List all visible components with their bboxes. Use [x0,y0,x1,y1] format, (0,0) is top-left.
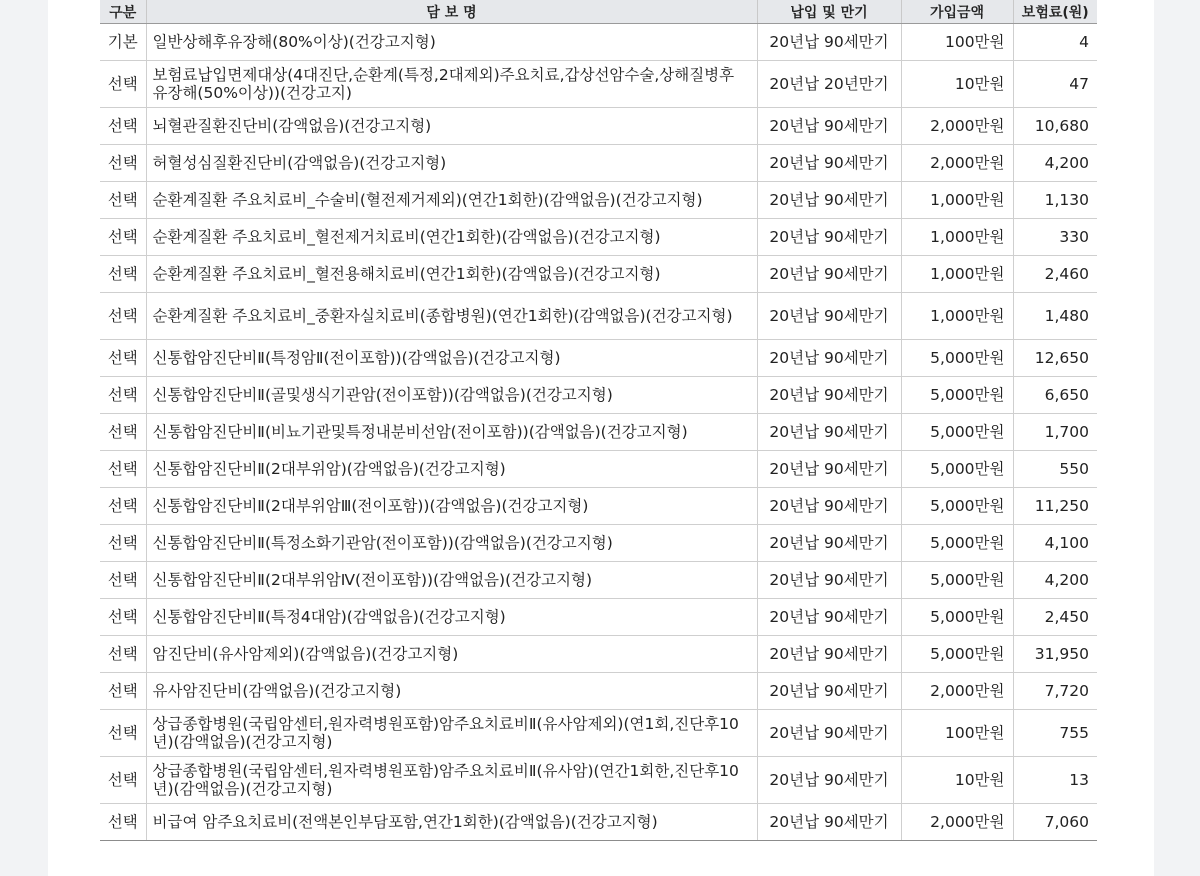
row-type-cell: 선택 [100,757,146,804]
row-coverage-name-cell: 신통합암진단비Ⅱ(2대부위암Ⅳ(전이포함))(감액없음)(건강고지형) [146,562,757,599]
row-coverage-name-cell: 순환계질환 주요치료비_혈전용해치료비(연간1회한)(감액없음)(건강고지형) [146,256,757,293]
row-amount-cell: 100만원 [901,710,1013,757]
row-type-cell: 선택 [100,451,146,488]
row-coverage-name-cell: 비급여 암주요치료비(전액본인부담포함,연간1회한)(감액없음)(건강고지형) [146,804,757,841]
row-coverage-name-cell: 순환계질환 주요치료비_수술비(혈전제거제외)(연간1회한)(감액없음)(건강고지형) [146,182,757,219]
row-term-cell: 20년납 90세만기 [757,562,901,599]
row-coverage-name-cell: 보험료납입면제대상(4대진단,순환계(특정,2대제외)주요치료,갑상선암수술,상해질병후유장해(50%이상))(건강고지) [146,61,757,108]
table-row [100,414,1097,451]
row-type-cell: 선택 [100,256,146,293]
row-term-cell: 20년납 90세만기 [757,757,901,804]
row-coverage-name-cell: 뇌혈관질환진단비(감액없음)(건강고지형) [146,108,757,145]
row-term-cell: 20년납 90세만기 [757,145,901,182]
table-row [100,673,1097,710]
row-coverage-name-cell: 상급종합병원(국립암센터,원자력병원포함)암주요치료비Ⅱ(유사암)(연간1회한,진단후10년)(감액없음)(건강고지형) [146,757,757,804]
row-amount-cell: 5,000만원 [901,599,1013,636]
row-premium-cell: 4 [1013,24,1097,61]
header-amount: 가입금액 [901,0,1013,24]
table-row [100,24,1097,61]
row-premium-cell: 1,700 [1013,414,1097,451]
row-term-cell: 20년납 90세만기 [757,673,901,710]
row-premium-cell: 2,460 [1013,256,1097,293]
row-premium-cell: 12,650 [1013,340,1097,377]
table-body [100,24,1097,841]
row-term-cell: 20년납 90세만기 [757,293,901,340]
row-coverage-name-cell: 일반상해후유장해(80%이상)(건강고지형) [146,24,757,61]
row-amount-cell: 5,000만원 [901,525,1013,562]
row-amount-cell: 1,000만원 [901,182,1013,219]
header-coverage-name: 담 보 명 [146,0,757,24]
table-row [100,636,1097,673]
row-type-cell: 선택 [100,488,146,525]
row-premium-cell: 4,200 [1013,562,1097,599]
row-coverage-name-cell: 신통합암진단비Ⅱ(특정4대암)(감액없음)(건강고지형) [146,599,757,636]
row-term-cell: 20년납 90세만기 [757,636,901,673]
table-row [100,108,1097,145]
row-coverage-name-cell: 신통합암진단비Ⅱ(2대부위암)(감액없음)(건강고지형) [146,451,757,488]
row-type-cell: 선택 [100,599,146,636]
row-amount-cell: 5,000만원 [901,340,1013,377]
table-row [100,377,1097,414]
row-coverage-name-cell: 신통합암진단비Ⅱ(비뇨기관및특정내분비선암(전이포함))(감액없음)(건강고지형) [146,414,757,451]
row-term-cell: 20년납 90세만기 [757,24,901,61]
row-term-cell: 20년납 90세만기 [757,377,901,414]
row-premium-cell: 1,130 [1013,182,1097,219]
table-row [100,182,1097,219]
row-type-cell: 선택 [100,340,146,377]
row-premium-cell: 31,950 [1013,636,1097,673]
table-row [100,293,1097,340]
table-header-row [100,0,1097,24]
row-amount-cell: 2,000만원 [901,108,1013,145]
row-premium-cell: 4,200 [1013,145,1097,182]
row-premium-cell: 7,060 [1013,804,1097,841]
row-term-cell: 20년납 90세만기 [757,340,901,377]
table-row [100,61,1097,108]
row-type-cell: 선택 [100,710,146,757]
row-premium-cell: 13 [1013,757,1097,804]
row-premium-cell: 2,450 [1013,599,1097,636]
row-term-cell: 20년납 90세만기 [757,219,901,256]
header-type: 구분 [100,0,146,24]
row-type-cell: 기본 [100,24,146,61]
row-amount-cell: 5,000만원 [901,636,1013,673]
row-amount-cell: 2,000만원 [901,145,1013,182]
header-premium: 보험료(원) [1013,0,1097,24]
row-amount-cell: 5,000만원 [901,377,1013,414]
row-coverage-name-cell: 순환계질환 주요치료비_혈전제거치료비(연간1회한)(감액없음)(건강고지형) [146,219,757,256]
row-term-cell: 20년납 90세만기 [757,488,901,525]
row-premium-cell: 4,100 [1013,525,1097,562]
row-premium-cell: 7,720 [1013,673,1097,710]
row-amount-cell: 2,000만원 [901,673,1013,710]
row-type-cell: 선택 [100,293,146,340]
row-term-cell: 20년납 90세만기 [757,182,901,219]
row-term-cell: 20년납 90세만기 [757,414,901,451]
row-coverage-name-cell: 암진단비(유사암제외)(감액없음)(건강고지형) [146,636,757,673]
table-row [100,525,1097,562]
row-type-cell: 선택 [100,61,146,108]
row-type-cell: 선택 [100,414,146,451]
row-coverage-name-cell: 신통합암진단비Ⅱ(특정소화기관암(전이포함))(감액없음)(건강고지형) [146,525,757,562]
row-term-cell: 20년납 20년만기 [757,61,901,108]
row-term-cell: 20년납 90세만기 [757,710,901,757]
table-row [100,562,1097,599]
row-premium-cell: 10,680 [1013,108,1097,145]
table-row [100,145,1097,182]
row-premium-cell: 550 [1013,451,1097,488]
row-type-cell: 선택 [100,108,146,145]
row-amount-cell: 2,000만원 [901,804,1013,841]
table-row [100,804,1097,841]
table-row [100,757,1097,804]
table-row [100,340,1097,377]
row-term-cell: 20년납 90세만기 [757,256,901,293]
table-row [100,256,1097,293]
table-row [100,599,1097,636]
row-amount-cell: 1,000만원 [901,219,1013,256]
table-row [100,710,1097,757]
row-type-cell: 선택 [100,525,146,562]
row-coverage-name-cell: 순환계질환 주요치료비_중환자실치료비(종합병원)(연간1회한)(감액없음)(건강고지형) [146,293,757,340]
row-coverage-name-cell: 신통합암진단비Ⅱ(골및생식기관암(전이포함))(감액없음)(건강고지형) [146,377,757,414]
row-type-cell: 선택 [100,219,146,256]
row-term-cell: 20년납 90세만기 [757,525,901,562]
row-amount-cell: 1,000만원 [901,293,1013,340]
row-amount-cell: 100만원 [901,24,1013,61]
table-row [100,451,1097,488]
row-premium-cell: 47 [1013,61,1097,108]
row-type-cell: 선택 [100,377,146,414]
table-row [100,488,1097,525]
row-type-cell: 선택 [100,182,146,219]
row-amount-cell: 5,000만원 [901,414,1013,451]
row-amount-cell: 5,000만원 [901,562,1013,599]
row-type-cell: 선택 [100,804,146,841]
row-term-cell: 20년납 90세만기 [757,804,901,841]
row-type-cell: 선택 [100,673,146,710]
row-coverage-name-cell: 유사암진단비(감액없음)(건강고지형) [146,673,757,710]
row-type-cell: 선택 [100,145,146,182]
row-term-cell: 20년납 90세만기 [757,451,901,488]
row-premium-cell: 330 [1013,219,1097,256]
row-amount-cell: 1,000만원 [901,256,1013,293]
header-term: 납입 및 만기 [757,0,901,24]
row-term-cell: 20년납 90세만기 [757,599,901,636]
row-coverage-name-cell: 신통합암진단비Ⅱ(특정암Ⅱ(전이포함))(감액없음)(건강고지형) [146,340,757,377]
row-amount-cell: 5,000만원 [901,488,1013,525]
row-premium-cell: 11,250 [1013,488,1097,525]
row-premium-cell: 1,480 [1013,293,1097,340]
row-amount-cell: 5,000만원 [901,451,1013,488]
row-coverage-name-cell: 신통합암진단비Ⅱ(2대부위암Ⅲ(전이포함))(감액없음)(건강고지형) [146,488,757,525]
document-page [48,0,1154,876]
row-amount-cell: 10만원 [901,757,1013,804]
table-row [100,219,1097,256]
row-coverage-name-cell: 상급종합병원(국립암센터,원자력병원포함)암주요치료비Ⅱ(유사암제외)(연1회,진단후10년)(감액없음)(건강고지형) [146,710,757,757]
row-type-cell: 선택 [100,636,146,673]
coverage-table [100,0,1097,841]
row-coverage-name-cell: 허혈성심질환진단비(감액없음)(건강고지형) [146,145,757,182]
row-premium-cell: 755 [1013,710,1097,757]
row-amount-cell: 10만원 [901,61,1013,108]
row-premium-cell: 6,650 [1013,377,1097,414]
row-term-cell: 20년납 90세만기 [757,108,901,145]
row-type-cell: 선택 [100,562,146,599]
